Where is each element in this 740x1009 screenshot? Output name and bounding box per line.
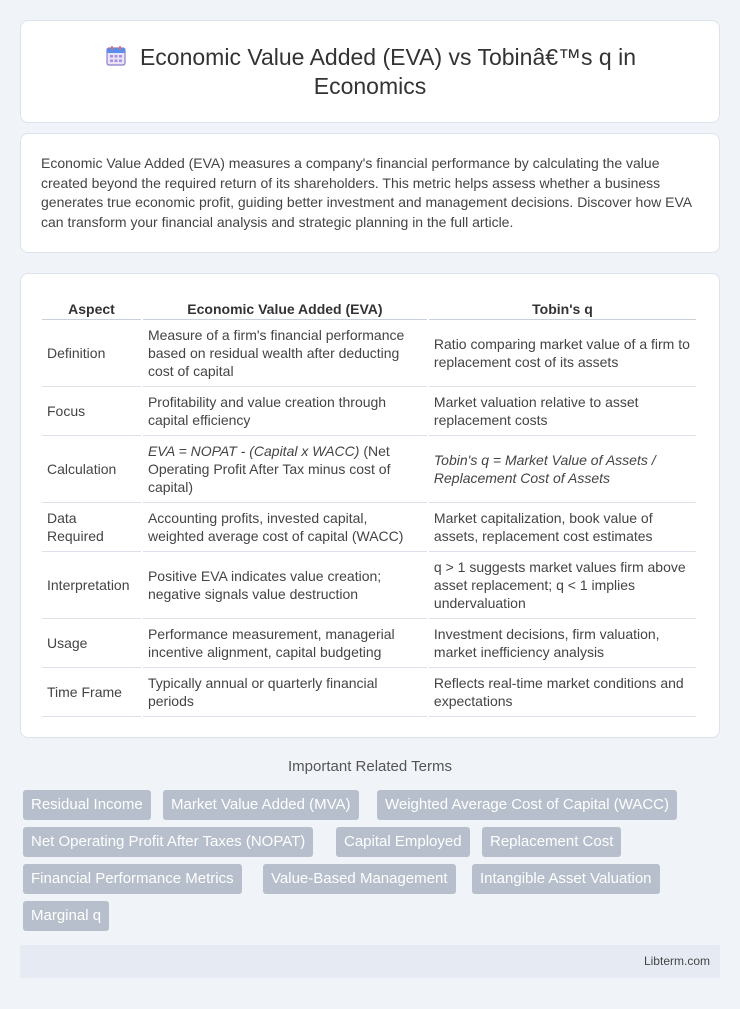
table-row: [42, 320, 696, 387]
row-tobin: q > 1 suggests market values firm above asset replacement; q < 1 implies undervaluation: [429, 552, 696, 619]
table-row: [42, 503, 696, 552]
eva-formula-note: (Net Operating Profit After Tax minus cost of capital): [147, 443, 391, 495]
table-row: [42, 387, 696, 436]
row-tobin: Ratio comparing market value of a firm to replacement cost of its assets: [429, 320, 696, 387]
row-aspect: Data Required: [42, 503, 141, 552]
row-eva: Profitability and value creation through capital efficiency: [143, 387, 427, 436]
table-row: [42, 552, 696, 619]
comparison-card: [20, 273, 720, 738]
row-eva: Measure of a firm's financial performance based on residual wealth after deducting cost of capital: [143, 320, 427, 387]
tag-marginal-q[interactable]: Marginal q: [23, 901, 109, 931]
row-eva: Performance measurement, managerial incentive alignment, capital budgeting: [143, 619, 427, 668]
related-terms-heading: Important Related Terms: [288, 758, 452, 775]
intro-text: Economic Value Added (EVA) measures a company's financial performance by calculating the value created beyond the required return of its shareholders. This metric helps assess whether a business generates true economic profit, guiding better investment and management decisions. Discover how EVA can transform your financial analysis and strategic planning in the full article.: [41, 155, 692, 230]
row-eva: Positive EVA indicates value creation; negative signals value destruction: [143, 552, 427, 619]
row-eva: Typically annual or quarterly financial periods: [143, 668, 427, 717]
footer-site-link[interactable]: Libterm.com: [643, 954, 710, 968]
header-tobin: Tobin's q: [429, 294, 696, 320]
tag-value-based-management[interactable]: Value-Based Management: [263, 864, 456, 894]
tag-intangible-asset-valuation[interactable]: Intangible Asset Valuation: [472, 864, 660, 894]
eva-formula: EVA = NOPAT - (Capital x WACC): [147, 443, 360, 459]
table-header-row: [42, 294, 696, 320]
title-card: [20, 20, 720, 123]
page-title-text: Economic Value Added (EVA) vs Tobinâ€™s q in Economics: [139, 43, 637, 99]
row-tobin: Investment decisions, firm valuation, market inefficiency analysis: [429, 619, 696, 668]
comparison-table: [40, 294, 698, 717]
row-aspect: Definition: [42, 320, 141, 387]
table-row: [42, 668, 696, 717]
row-eva: [143, 436, 427, 503]
row-aspect: Interpretation: [42, 552, 141, 619]
row-tobin: Reflects real-time market conditions and expectations: [429, 668, 696, 717]
row-aspect: Calculation: [42, 436, 141, 503]
tag-replacement-cost[interactable]: Replacement Cost: [482, 827, 621, 857]
page-title: [60, 43, 680, 101]
row-aspect: Focus: [42, 387, 141, 436]
row-aspect: Usage: [42, 619, 141, 668]
header-aspect: Aspect: [42, 294, 141, 320]
tag-market-value-added[interactable]: Market Value Added (MVA): [163, 790, 359, 820]
tag-residual-income[interactable]: Residual Income: [23, 790, 151, 820]
row-tobin: Tobin's q = Market Value of Assets / Replacement Cost of Assets: [429, 436, 696, 503]
title-wrap: [60, 43, 680, 101]
header-eva: Economic Value Added (EVA): [143, 294, 427, 320]
tag-capital-employed[interactable]: Capital Employed: [336, 827, 470, 857]
tag-wacc[interactable]: Weighted Average Cost of Capital (WACC): [377, 790, 677, 820]
footer: [20, 945, 720, 978]
tag-financial-performance-metrics[interactable]: Financial Performance Metrics: [23, 864, 242, 894]
intro-card: [20, 133, 720, 253]
row-tobin: Market capitalization, book value of assets, replacement cost estimates: [429, 503, 696, 552]
calendar-icon: [104, 44, 128, 68]
row-eva: Accounting profits, invested capital, weighted average cost of capital (WACC): [143, 503, 427, 552]
row-tobin: Market valuation relative to asset replacement costs: [429, 387, 696, 436]
row-aspect: Time Frame: [42, 668, 141, 717]
table-row: [42, 619, 696, 668]
table-row: [42, 436, 696, 503]
tag-nopat[interactable]: Net Operating Profit After Taxes (NOPAT): [23, 827, 313, 857]
